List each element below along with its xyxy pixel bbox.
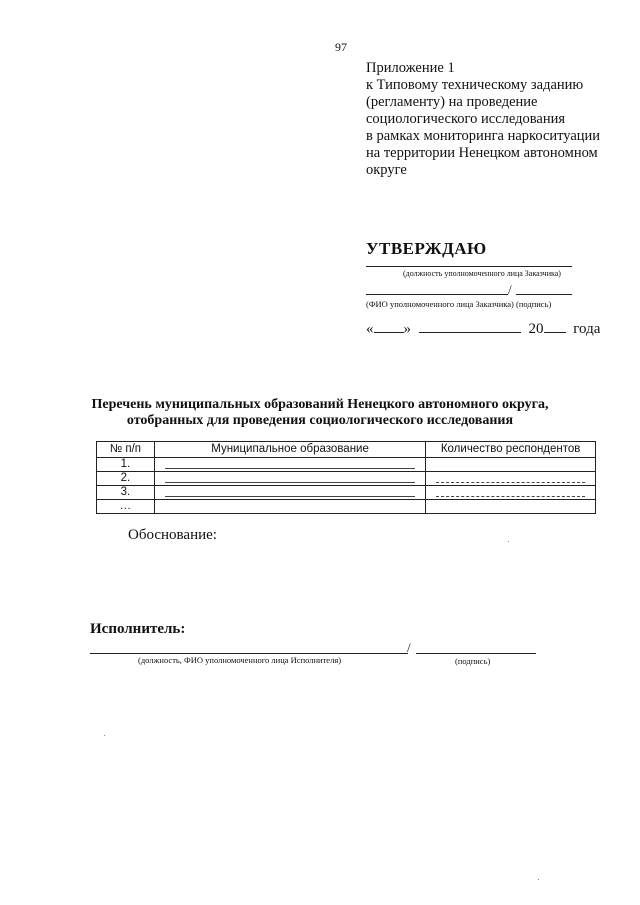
customer-signature-line — [516, 294, 572, 295]
justification-label: Обоснование: — [128, 527, 217, 543]
approval-title: УТВЕРЖДАЮ — [366, 239, 487, 258]
column-header: Муниципальное образование — [154, 442, 425, 458]
executor-slash: / — [407, 640, 411, 655]
column-header: Количество респондентов — [426, 442, 596, 458]
municipality-cell — [154, 472, 425, 486]
respondents-cell — [426, 458, 596, 472]
executor-position-caption: (должность, ФИО уполномоченного лица Исполнителя) — [138, 655, 342, 665]
date-open-quote: « — [366, 321, 374, 337]
appendix-line: в рамках мониторинга наркоситуации — [366, 128, 601, 144]
customer-name-signature-caption: (ФИО уполномоченного лица Заказчика) (подпись) — [366, 299, 552, 309]
municipality-cell — [154, 500, 425, 514]
date-day-blank — [374, 318, 404, 333]
customer-slash: / — [508, 282, 512, 297]
respondents-cell — [426, 486, 596, 500]
date-close-quote: » — [403, 321, 411, 337]
date-month-blank — [419, 318, 521, 333]
executor-signature-line — [416, 653, 536, 654]
executor-label: Исполнитель: — [90, 621, 186, 637]
respondents-cell — [426, 500, 596, 514]
date-year-suffix: года — [573, 321, 601, 337]
executor-signature-caption: (подпись) — [455, 656, 491, 666]
appendix-line: (регламенту) на проведение — [366, 94, 538, 110]
list-title — [0, 397, 640, 429]
scan-speck — [104, 735, 105, 736]
appendix-header — [366, 60, 626, 179]
row-number: 1. — [97, 458, 155, 472]
date-year-prefix: 20 — [528, 321, 544, 337]
column-header: № п/п — [97, 442, 155, 458]
table-row — [97, 472, 596, 486]
table-row — [97, 458, 596, 472]
date-year-blank — [544, 318, 566, 333]
appendix-line: Приложение 1 — [366, 60, 455, 76]
customer-position-caption: (должность уполномоченного лица Заказчика) — [403, 269, 561, 278]
table-row — [97, 486, 596, 500]
municipality-cell — [154, 458, 425, 472]
table-row — [97, 500, 596, 514]
row-number: 3. — [97, 486, 155, 500]
scan-speck — [538, 879, 539, 880]
executor-position-line — [90, 653, 408, 654]
respondents-cell — [426, 472, 596, 486]
row-number: 2. — [97, 472, 155, 486]
list-title-line: Перечень муниципальных образований Ненецкого автономного округа, — [91, 397, 549, 412]
customer-position-line — [366, 266, 572, 267]
page-number: 97 — [335, 40, 347, 54]
appendix-line: к Типовому техническому заданию — [366, 77, 584, 93]
appendix-line: округе — [366, 162, 407, 178]
municipality-cell — [154, 486, 425, 500]
customer-name-line — [366, 294, 508, 295]
table-header-row — [97, 442, 596, 458]
list-title-line: отобранных для проведения социологического исследования — [126, 413, 514, 428]
approval-date — [366, 318, 600, 338]
appendix-line: социологического исследования — [366, 111, 566, 127]
municipalities-table — [96, 441, 596, 514]
scan-speck — [508, 541, 509, 542]
row-number: … — [97, 500, 155, 514]
appendix-line: на территории Ненецком автономном — [366, 145, 598, 161]
